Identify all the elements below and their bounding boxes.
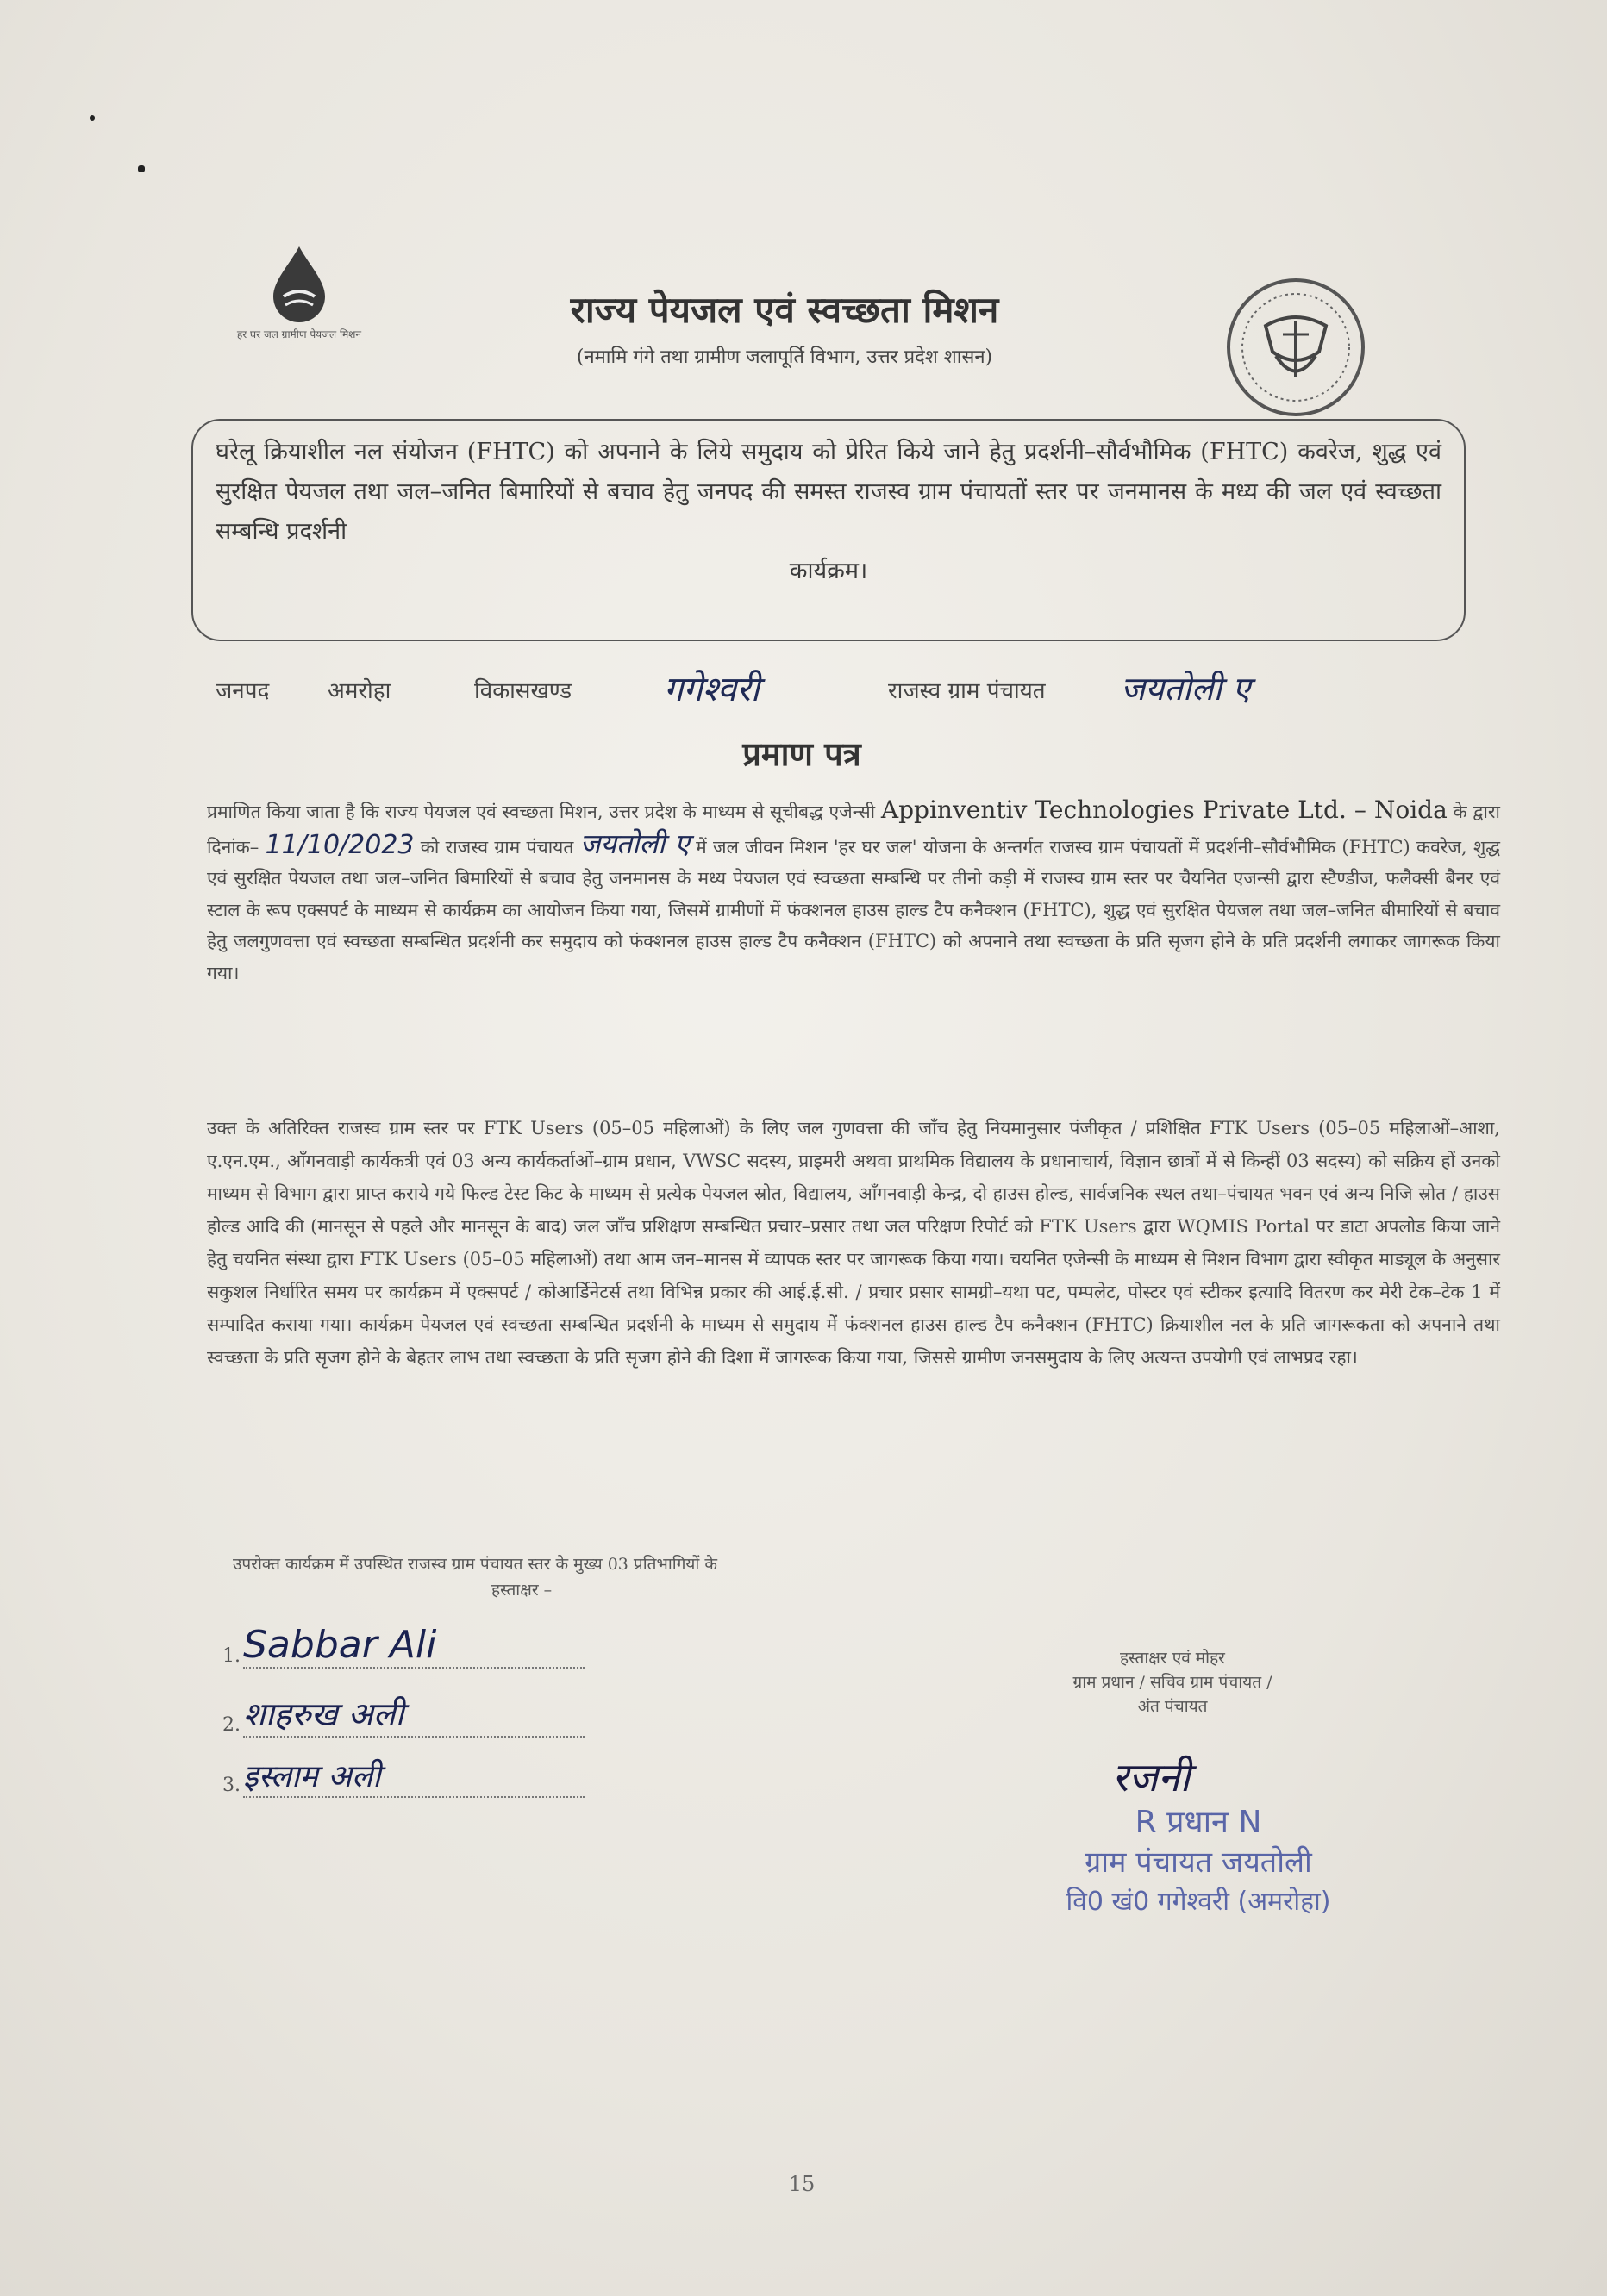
para1-intro: प्रमाणित किया जाता है कि राज्य पेयजल एवं स्वच्छता मिशन, उत्तर प्रदेश के माध्यम से सूचीबद्ध एजेन्सी (207, 802, 876, 822)
authority-line-2: ग्राम प्रधान / सचिव ग्राम पंचायत / (1072, 1673, 1272, 1692)
paragraph-1 (207, 795, 1500, 989)
logo-caption: हर घर जल ग्रामीण पेयजल मिशन (236, 328, 362, 340)
water-drop-icon (265, 243, 334, 326)
authority-line-1: हस्ताक्षर एवं मोहर (1120, 1649, 1225, 1668)
district-value: अमरोहा (328, 678, 391, 704)
stamp-line-1: R प्रधान N (1135, 1805, 1262, 1840)
signature-number: 2. (222, 1714, 241, 1736)
participant-signature-2 (222, 1689, 585, 1741)
stamp-line-2: ग्राम पंचायत जयतोली (1085, 1845, 1312, 1880)
panchayat-value: जयतोली ए (1121, 670, 1251, 708)
signature-dotted-line (243, 1796, 585, 1798)
programme-banner (191, 419, 1466, 641)
panchayat-handwritten: जयतोली ए (579, 827, 690, 860)
pradhan-stamp (1000, 1803, 1397, 1922)
jal-jeevan-logo (234, 243, 364, 381)
participant-signature-1 (222, 1620, 585, 1672)
block-value: गगेश्वरी (664, 670, 760, 709)
event-date: 11/10/2023 (265, 829, 415, 860)
pradhan-signature: रजनी (1112, 1754, 1191, 1800)
district-label: जनपद (216, 678, 270, 704)
signature-number: 3. (222, 1775, 241, 1796)
signature-name: इस्लाम अली (243, 1759, 381, 1794)
signature-number: 1. (222, 1645, 241, 1667)
stamp-line-3: वि0 खं0 गगेश्वरी (अमरोहा) (1066, 1887, 1331, 1917)
location-fields (216, 664, 1423, 715)
scan-mark (90, 115, 95, 121)
organization-subtitle: (नमामि गंगे तथा ग्रामीण जलापूर्ति विभाग, उत्तर प्रदेश शासन) (576, 346, 993, 368)
signature-dotted-line (243, 1736, 585, 1738)
scan-mark (138, 165, 145, 172)
authority-line-3: अंत पंचायत (1137, 1697, 1208, 1716)
organization-title: राज्य पेयजल एवं स्वच्छता मिशन (570, 289, 999, 331)
signatures-intro (233, 1551, 974, 1603)
panchayat-prefix: को राजस्व ग्राम पंचायत (420, 836, 574, 858)
signature-name: शाहरुख अली (243, 1695, 404, 1733)
signature-dotted-line (243, 1667, 585, 1669)
signatures-label: हस्ताक्षर – (491, 1581, 553, 1600)
emblem-icon (1222, 274, 1369, 421)
authority-block (991, 1646, 1354, 1719)
page-number: 15 (788, 2172, 816, 2196)
participant-signature-3 (222, 1750, 585, 1801)
certificate-title: प्रमाण पत्र (742, 734, 861, 773)
banner-text-end: कार्यक्रम। (789, 558, 868, 584)
date-prefix: के द्वारा दिनांक– (207, 802, 1500, 858)
paragraph-2: उक्त के अतिरिक्त राजस्व ग्राम स्तर पर FTK Users (05–05 महिलाओं) के लिए जल गुणवत्ता की जाँच हेतु नियमानुसार पंजीकृत / प्रशिक्षित FTK Users (05–05 महिलाओं–आशा, ए.एन.एम., आँगनवाड़ी कार्यकत्री एवं 03 अन्य कार्यकर्ताओं–ग्राम प्रधान, VWSC सदस्य, प्राइमरी अथवा प्राथमिक विद्यालय के प्रधानाचार्य, विज्ञान छात्रों में से किन्हीं 03 सदस्य) को सक्रिय हों उनको माध्यम से विभाग द्वारा प्राप्त कराये गये फिल्ड टेस्ट किट के माध्यम से प्रत्येक पेयजल स्रोत, विद्यालय, आँगनवाड़ी केन्द्र, दो हाउस होल्ड, सार्वजनिक स्थल तथा–पंचायत भवन एवं अन्य निजि स्रोत / हाउस होल्ड आदि की (मानसून से पहले और मानसून के बाद) जल जाँच प्रशिक्षण सम्बन्धित प्रचार–प्रसार तथा जल परिक्षण रिपोर्ट को FTK Users द्वारा WQMIS Portal पर डाटा अपलोड किया जाने हेतु चयनित संस्था द्वारा FTK Users (05–05 महिलाओं) तथा आम जन–मानस में व्यापक स्तर पर जागरूक किया गया। चयनित एजेन्सी के माध्यम से मिशन विभाग द्वारा स्वीकृत माड्यूल के अनुसार सकुशल निर्धारित समय पर कार्यक्रम में एक्सपर्ट / कोआर्डिनेटर्स तथा विभिन्न प्रकार की आई.ई.सी. / प्रचार प्रसार सामग्री–यथा पट, पम्पलेट, पोस्टर एवं स्टीकर इत्यादि वितरण कर मेरी टेक–टेक 1 में सम्पादित कराया गया। कार्यक्रम पेयजल एवं स्वच्छता सम्बन्धित प्रदर्शनी के माध्यम से समुदाय में फंक्शनल हाउस हाल्ड टैप कनैक्शन (FHTC) क्रियाशील नल के प्रति जागरूकता को अपनाने तथा स्वच्छता के प्रति सृजग होने के बेहतर लाभ तथा स्वच्छता के प्रति सृजग होने की दिशा में जागरूक किया गया, जिससे ग्रामीण जनसमुदाय के लिए अत्यन्त उपयोगी एवं लाभप्रद रहा। (207, 1118, 1500, 1368)
signatures-intro-text: उपरोक्त कार्यक्रम में उपस्थित राजस्व ग्राम पंचायत स्तर के मुख्य 03 प्रतिभागियों के (233, 1555, 717, 1574)
banner-text: घरेलू क्रियाशील नल संयोजन (FHTC) को अपनाने के लिये समुदाय को प्रेरित किये जाने हेतु प्रदर्शनी–सौर्वभौमिक (FHTC) कवरेज, शुद्ध एवं सुरक्षित पेयजल तथा जल–जनित बिमारियों से बचाव हेतु जनपद की समस्त राजस्व ग्राम पंचायतों स्तर पर जनमानस के मध्य की जल एवं स्वच्छता सम्बन्धि प्रदर्शनी (216, 439, 1441, 545)
panchayat-label: राजस्व ग्राम पंचायत (888, 678, 1046, 704)
para1-body: में जल जीवन मिशन 'हर घर जल' योजना के अन्तर्गत राजस्व ग्राम पंचायतों में प्रदर्शनी–सौर्वभौमिक (FHTC) कवरेज, शुद्ध एवं सुरक्षित पेयजल तथा जल–जनित बिमारियों से बचाव हेतु जनमानस के मध्य पेयजल एवं स्वच्छता सम्बन्धि पर तीनो कड़ी में राजस्व ग्राम स्तर पर चैयनित एजन्सी द्वारा स्टैण्डीज, फलैक्सी बैनर एवं स्टाल के रूप एक्सपर्ट के माध्यम से कार्यक्रम का आयोजन किया गया, जिसमें ग्रामीणों में फंक्शनल हाउस हाल्ड टैप कनैक्शन (FHTC), शुद्ध एवं सुरक्षित पेयजल तथा जल–जनित बीमारियों से बचाव हेतु जलगुणवत्ता एवं स्वच्छता सम्बन्धित प्रदर्शनी कर समुदाय को फंक्शनल हाउस हाल्ड टैप कनैक्शन (FHTC) को अपनाने तथा स्वच्छता के प्रति सृजग होने के प्रति प्रदर्शनी लगाकर जागरूक किया गया। (207, 836, 1501, 983)
signature-name: Sabbar Ali (243, 1623, 437, 1667)
up-government-emblem (1222, 274, 1369, 421)
block-label: विकासखण्ड (474, 678, 572, 704)
agency-name: Appinventiv Technologies Private Ltd. – Noida (880, 795, 1448, 824)
